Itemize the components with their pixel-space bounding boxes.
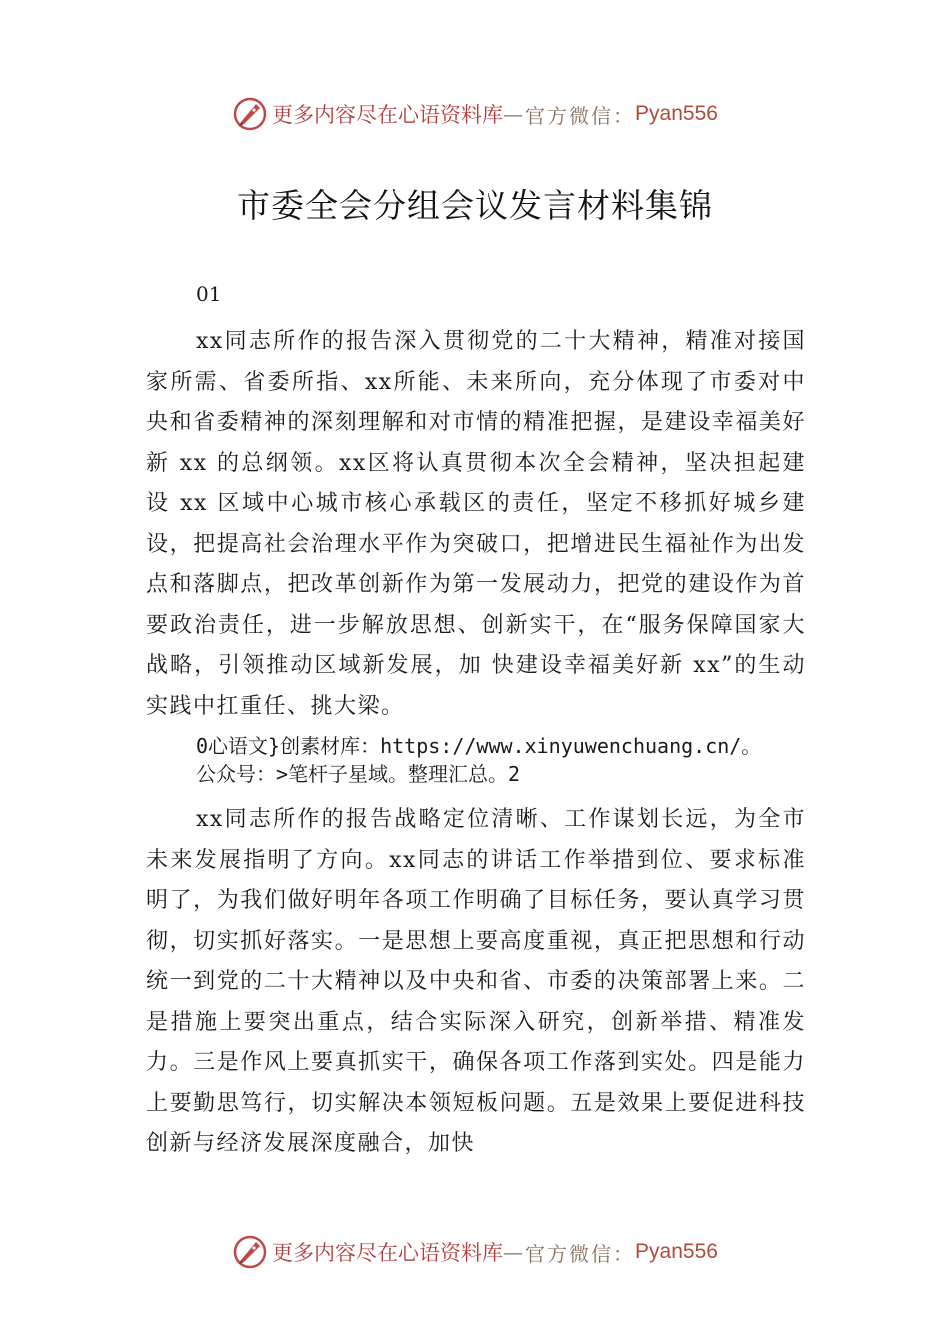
wechat-account: Pyan556: [635, 1240, 718, 1263]
source-note: [196, 732, 896, 788]
pen-nib-logo-icon: [232, 1234, 268, 1270]
separator: —: [503, 102, 526, 126]
paragraph-1: xx同志所作的报告深入贯彻党的二十大精神，精准对接国家所需、省委所指、xx所能、未来所向，充分体现了市委对中央和省委精神的深刻理解和对市情的精准把握，是建设幸福美好新 xx 的总纲领。xx区将认真贯彻本次全会精神，坚决担起建设 xx 区域中心城市核心承载区的责任，坚定不移抓好城乡建设，把提高社会治理水平作为突破口，把增进民生福祉作为出发点和落脚点，把改革创新作为第一发展动力，把党的建设作为首要政治责任，进一步解放思想、创新实干，在“服务保障国家大战略，引领推动区域新发展，加 快建设幸福美好新 xx”的生动实践中扛重任、挑大梁。: [146, 329, 806, 719]
wechat-label: 官方微信：: [525, 103, 636, 128]
source-note-line-2: 公众号：>笔杆子星域。整理汇总。2: [196, 762, 521, 786]
wechat-label: 官方微信：: [525, 1241, 636, 1266]
header-banner: [0, 92, 950, 136]
document-title: 市委全会分组会议发言材料集锦: [237, 186, 713, 225]
separator: —: [503, 1240, 526, 1264]
brand-text: 更多内容尽在心语资料库: [272, 1241, 504, 1265]
pen-nib-logo-icon: [232, 96, 268, 132]
brand-text: 更多内容尽在心语资料库: [272, 103, 504, 127]
section-number: 01: [196, 282, 222, 306]
paragraph-2: xx同志所作的报告战略定位清晰、工作谋划长远，为全市未来发展指明了方向。xx同志的讲话工作举措到位、要求标准明了，为我们做好明年各项工作明确了目标任务，要认真学习贯彻，切实抓好落实。一是思想上要高度重视，真正把思想和行动统一到党的二十大精神以及中央和省、市委的决策部署上来。二是措施上要突出重点，结合实际深入研究，创新举措、精准发力。三是作风上要真抓实干，确保各项工作落到实处。四是能力上要勤思笃行，切实解决本领短板问题。五是效果上要促进科技创新与经济发展深度融合，加快: [146, 807, 806, 1156]
footer-banner: [0, 1230, 950, 1274]
wechat-account: Pyan556: [635, 102, 718, 125]
source-note-line-1: 0心语文}创素材库：https://www.xinyuwenchuang.cn/。: [196, 734, 762, 758]
